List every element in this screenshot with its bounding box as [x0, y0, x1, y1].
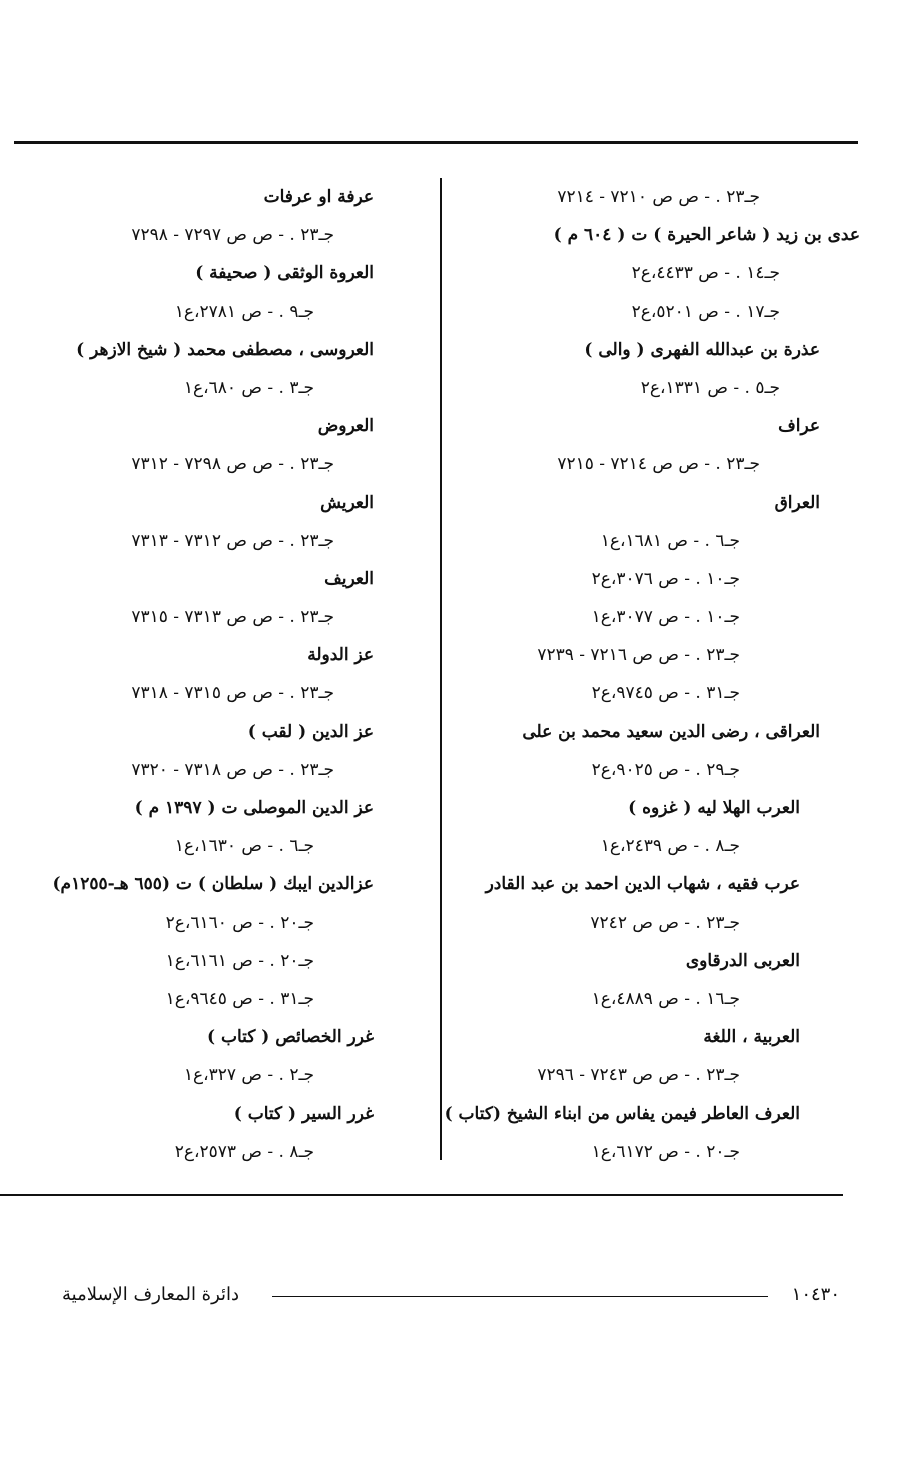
index-entry-reference: جـ٨ . - ص ٢٥٧٣،ع٢ [174, 1141, 314, 1162]
index-entry-heading: العروض [317, 416, 374, 437]
index-entry-reference: جـ٢٣ . - ص ص ٧٣١٥ - ٧٣١٨ [131, 683, 334, 704]
index-entry-reference: جـ٩ . - ص ٢٧٨١،ع١ [174, 301, 314, 322]
index-entry-heading: العريش [320, 492, 374, 513]
index-entry-reference: جـ٢٣ . - ص ص ٧٢١٦ - ٧٢٣٩ [537, 645, 740, 666]
footer-line [272, 1296, 768, 1297]
index-entry-reference: جـ٦ . - ص ١٦٣٠،ع١ [174, 836, 314, 857]
index-entry-reference: جـ٢٣ . - ص ص ٧٣١٣ - ٧٣١٥ [131, 607, 334, 628]
bottom-rule [0, 1194, 843, 1196]
index-entry-reference: جـ٣١ . - ص ٩٧٤٥،ع٢ [591, 683, 740, 704]
index-entry-reference: جـ٢٣ . - ص ص ٧٣١٢ - ٧٣١٣ [131, 530, 334, 551]
index-entry-reference: جـ٢٣ . - ص ص ٧٢٤٣ - ٧٢٩٦ [537, 1065, 740, 1086]
index-entry-reference: جـ٣١ . - ص ٩٦٤٥،ع١ [165, 988, 314, 1009]
index-entry-reference: جـ١٤ . - ص ٤٤٣٣،ع٢ [631, 263, 780, 284]
index-entry-reference: جـ٥ . - ص ١٣٣١،ع٢ [640, 377, 780, 398]
index-entry-reference: جـ٢٣ . - ص ص ٧٢٤٢ [590, 912, 740, 933]
index-entry-reference: جـ٨ . - ص ٢٤٣٩،ع١ [600, 836, 740, 857]
index-entry-reference: جـ٦ . - ص ١٦٨١،ع١ [600, 530, 740, 551]
index-entry-reference: جـ٢٠ . - ص ٦١٦٠،ع٢ [165, 912, 314, 933]
right-column [444, 178, 860, 1171]
index-entry-reference: جـ١٧ . - ص ٥٢٠١،ع٢ [631, 301, 780, 322]
index-entry-heading: العربى الدرقاوى [685, 950, 800, 971]
index-entry-heading: العروسى ، مصطفى محمد ( شيخ الازهر ) [76, 339, 374, 360]
index-entry-heading: عزالدين ايبك ( سلطان ) ت (٦٥٥ هـ-١٢٥٥م) [52, 874, 374, 895]
index-entry-reference: جـ١٠ . - ص ٣٠٧٧،ع١ [591, 607, 740, 628]
publication-title: دائرة المعارف الإسلامية [62, 1284, 240, 1305]
index-entry-reference: جـ٢ . - ص ٣٢٧،ع١ [183, 1065, 314, 1086]
index-entry-heading: عراف [778, 416, 820, 437]
index-entry-reference: جـ٢٣ . - ص ص ٧٣١٨ - ٧٣٢٠ [131, 759, 334, 780]
index-entry-reference: جـ٢٣ . - ص ص ٧٢١٤ - ٧٢١٥ [557, 454, 760, 475]
index-entry-heading: غرر الخصائص ( كتاب ) [206, 1027, 374, 1048]
top-rule [14, 141, 858, 144]
index-entry-heading: عز الدين الموصلى ت ( ١٣٩٧ م ) [134, 798, 374, 818]
index-entry-heading: غرر السير ( كتاب ) [233, 1103, 374, 1124]
index-entry-heading: عرفة او عرفات [263, 187, 374, 207]
index-entry-reference: جـ٢٣ . - ص ص ٧٢١٠ - ٧٢١٤ [557, 187, 760, 207]
index-entry-heading: عز الدولة [307, 645, 374, 666]
index-entry-heading: عز الدين ( لقب ) [247, 721, 374, 742]
index-entry-reference: جـ٢٠ . - ص ٦١٦١،ع١ [165, 950, 314, 971]
index-entry-heading: العرب الهلا ليه ( غزوه ) [628, 798, 800, 818]
index-entry-reference: جـ١٠ . - ص ٣٠٧٦،ع٢ [591, 568, 740, 589]
index-entry-heading: العراقى ، رضى الدين سعيد محمد بن على [522, 721, 820, 742]
index-entry-heading: عذرة بن عبدالله الفهرى ( والى ) [584, 339, 820, 360]
index-entry-heading: عرب فقيه ، شهاب الدين احمد بن عبد القادر [485, 874, 800, 895]
index-entry-reference: جـ٢٠ . - ص ٦١٧٢،ع١ [591, 1141, 740, 1162]
index-entry-reference: جـ٢٣ . - ص ص ٧٢٩٨ - ٧٣١٢ [131, 454, 334, 475]
index-entry-reference: جـ١٦ . - ص ٤٨٨٩،ع١ [591, 988, 740, 1009]
index-entry-reference: جـ٣ . - ص ٦٨٠،ع١ [183, 377, 314, 398]
index-entry-reference: جـ٢٣ . - ص ص ٧٢٩٧ - ٧٢٩٨ [131, 225, 334, 246]
index-entry-reference: جـ٢٩ . - ص ٩٠٢٥،ع٢ [591, 759, 740, 780]
page-number: ١٠٤٣٠ [791, 1284, 840, 1305]
index-entry-heading: العرف العاطر فيمن يفاس من ابناء الشيخ (كتاب ) [444, 1103, 800, 1124]
index-entry-heading: العريف [324, 568, 374, 589]
index-entry-heading: العربية ، اللغة [703, 1027, 800, 1048]
index-entry-heading: عدى بن زيد ( شاعر الحيرة ) ت ( ٦٠٤ م ) [553, 225, 860, 246]
index-entry-heading: العروة الوثقى ( صحيفة ) [195, 263, 374, 284]
column-divider [440, 178, 442, 1160]
index-entry-heading: العراق [774, 492, 820, 513]
left-column [14, 178, 374, 1171]
